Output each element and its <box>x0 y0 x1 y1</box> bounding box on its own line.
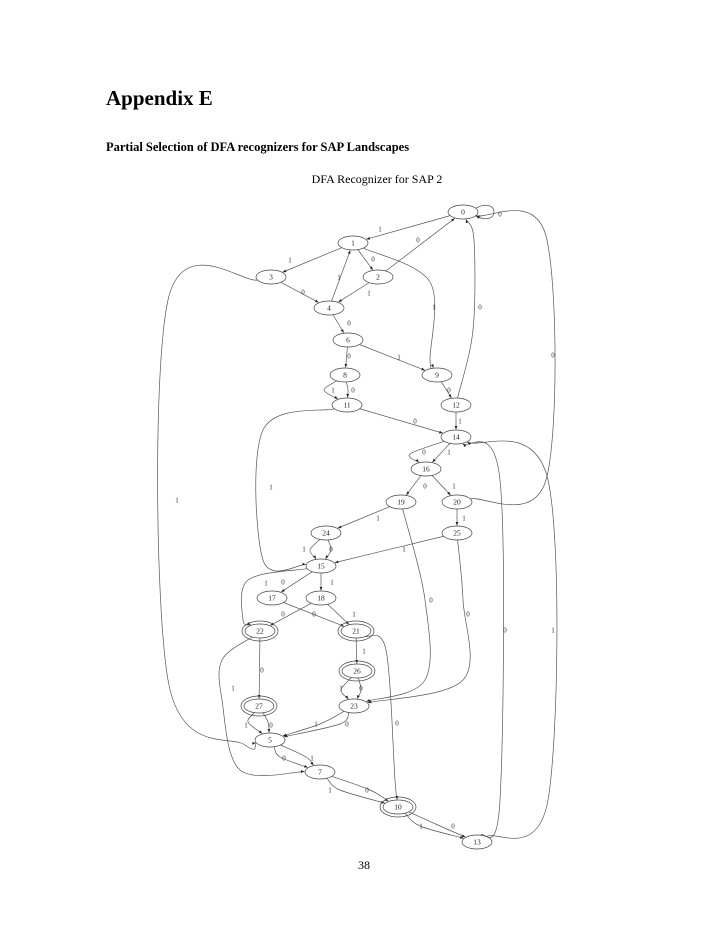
transition-edge <box>406 476 421 495</box>
transition-label: 1 <box>462 514 466 523</box>
state-label: 21 <box>352 626 360 636</box>
state-node-6 <box>333 333 363 347</box>
transition-label: 0 <box>351 386 355 395</box>
transition-edge <box>368 540 470 703</box>
transition-edge <box>405 813 464 838</box>
transition-label: 1 <box>367 289 371 298</box>
section-subheading: Partial Selection of DFA recognizers for SAP Landscapes <box>106 140 410 154</box>
state-node-25 <box>442 526 472 540</box>
transition-label: 1 <box>337 273 341 282</box>
transition-label: 0 <box>498 210 502 219</box>
state-node-11 <box>332 398 362 412</box>
transition-label: 1 <box>339 684 343 693</box>
transition-label: 0 <box>281 610 285 619</box>
transition-edge <box>256 409 335 571</box>
state-node-0 <box>448 205 478 219</box>
transition-edge <box>281 572 312 592</box>
state-label: 9 <box>435 370 439 380</box>
transition-edge <box>365 635 397 799</box>
state-label: 26 <box>353 666 361 676</box>
transition-label: 0 <box>301 288 305 297</box>
transition-edge <box>470 211 555 505</box>
transition-label: 0 <box>359 684 363 693</box>
transition-edge <box>327 778 385 803</box>
state-label: 19 <box>397 497 405 507</box>
state-node-22 <box>242 621 278 641</box>
transition-label: 0 <box>413 417 417 426</box>
transition-label: 0 <box>422 448 426 457</box>
transition-label: 0 <box>269 721 273 730</box>
transition-label: 1 <box>397 353 401 362</box>
state-node-14 <box>441 430 471 444</box>
state-node-19 <box>386 495 416 509</box>
transition-label: 1 <box>432 303 436 312</box>
transition-edge <box>359 345 425 371</box>
transition-edge <box>409 441 444 462</box>
transition-label: 1 <box>310 754 314 763</box>
transition-label: 0 <box>478 303 482 312</box>
transition-label: 0 <box>466 610 470 619</box>
transition-label: 1 <box>419 822 423 831</box>
state-label: 23 <box>350 701 358 711</box>
state-node-16 <box>411 462 441 476</box>
transition-label: 0 <box>345 720 349 729</box>
transition-edge <box>458 219 475 398</box>
transition-edge <box>366 509 430 702</box>
state-label: 27 <box>255 701 263 711</box>
transition-edge <box>333 315 344 333</box>
state-label: 24 <box>322 528 330 538</box>
state-label: 22 <box>256 626 264 636</box>
transition-edge <box>270 603 311 625</box>
transition-label: 1 <box>331 386 335 395</box>
transition-label: 0 <box>371 255 375 264</box>
transition-label: 1 <box>314 720 318 729</box>
state-label: 0 <box>461 207 465 217</box>
transition-edge <box>356 638 357 664</box>
transition-label: 0 <box>423 482 427 491</box>
transition-label: 1 <box>244 721 248 730</box>
transition-label: 0 <box>416 236 420 245</box>
state-label: 16 <box>422 464 430 474</box>
state-label: 1 <box>351 238 355 248</box>
transition-label: 1 <box>328 786 332 795</box>
state-label: 18 <box>317 593 325 603</box>
transition-edge <box>432 475 451 495</box>
transition-label: 0 <box>451 822 455 831</box>
state-label: 11 <box>343 400 351 410</box>
transition-label: 0 <box>551 351 555 360</box>
state-node-3 <box>256 270 286 284</box>
state-node-26 <box>339 661 375 681</box>
transition-edge <box>158 265 258 749</box>
figure-title: DFA Recognizer for SAP 2 <box>311 172 443 186</box>
state-node-8 <box>330 368 360 382</box>
transition-edge <box>360 409 443 433</box>
state-label: 2 <box>376 272 380 282</box>
transition-label: 1 <box>231 684 235 693</box>
state-label: 14 <box>452 432 460 442</box>
transition-label: 1 <box>458 417 462 426</box>
state-node-9 <box>422 368 452 382</box>
transition-label: 1 <box>452 482 456 491</box>
state-node-17 <box>257 591 287 605</box>
state-node-27 <box>241 696 277 716</box>
transition-label: 0 <box>281 578 285 587</box>
transition-label: 1 <box>551 626 555 635</box>
transition-label: 1 <box>302 545 306 554</box>
transition-edge <box>386 218 455 271</box>
transition-label: 1 <box>264 579 268 588</box>
transition-edge <box>338 283 369 302</box>
state-label: 17 <box>268 593 276 603</box>
transition-label: 1 <box>362 647 366 656</box>
transition-edge <box>332 250 351 301</box>
transition-label: 1 <box>352 610 356 619</box>
state-node-10 <box>380 797 416 817</box>
transition-label: 0 <box>395 719 399 728</box>
transition-edge <box>310 539 320 559</box>
state-label: 4 <box>327 303 331 313</box>
state-node-5 <box>255 733 285 747</box>
transition-label: 0 <box>429 596 433 605</box>
state-node-2 <box>363 270 393 284</box>
transition-label: 1 <box>288 256 292 265</box>
transition-label: 0 <box>447 386 451 395</box>
transition-edge <box>363 248 435 369</box>
state-node-1 <box>338 236 368 250</box>
state-label: 25 <box>453 528 461 538</box>
transition-label: 1 <box>330 578 334 587</box>
transition-edge <box>338 507 390 528</box>
transition-label: 1 <box>269 483 273 492</box>
transition-edge <box>332 776 388 801</box>
state-label: 12 <box>452 400 460 410</box>
transition-edge <box>476 205 494 218</box>
transition-label: 0 <box>347 319 351 328</box>
transition-edge <box>346 382 348 398</box>
state-node-18 <box>306 591 336 605</box>
state-node-20 <box>442 495 472 509</box>
transition-label: 0 <box>365 786 369 795</box>
transition-label: 0 <box>329 545 333 554</box>
state-node-12 <box>441 398 471 412</box>
transition-label: 1 <box>447 448 451 457</box>
transition-label: 0 <box>282 754 286 763</box>
state-node-7 <box>305 765 335 779</box>
transition-label: 0 <box>260 666 264 675</box>
state-label: 5 <box>268 735 272 745</box>
state-node-24 <box>311 526 341 540</box>
state-label: 15 <box>317 561 325 571</box>
appendix-heading: Appendix E <box>106 86 213 110</box>
state-label: 7 <box>318 767 322 777</box>
state-label: 20 <box>453 497 461 507</box>
transition-label: 1 <box>402 545 406 554</box>
state-node-13 <box>462 835 492 849</box>
transition-edge <box>335 536 444 562</box>
transition-edge <box>467 441 557 838</box>
transition-edge <box>281 282 319 302</box>
state-label: 10 <box>394 802 402 812</box>
state-node-21 <box>338 621 374 641</box>
transition-label: 1 <box>175 496 179 505</box>
state-node-15 <box>306 559 336 573</box>
state-label: 3 <box>269 272 273 282</box>
transition-label: 1 <box>376 514 380 523</box>
transition-label: 1 <box>378 225 382 234</box>
state-label: 6 <box>346 335 350 345</box>
state-node-23 <box>339 699 369 713</box>
page-number: 38 <box>358 858 370 872</box>
transition-label: 0 <box>347 352 351 361</box>
state-label: 8 <box>343 370 347 380</box>
transition-label: 0 <box>503 626 507 635</box>
state-node-4 <box>314 301 344 315</box>
state-label: 13 <box>473 837 481 847</box>
transition-label: 0 <box>312 610 316 619</box>
